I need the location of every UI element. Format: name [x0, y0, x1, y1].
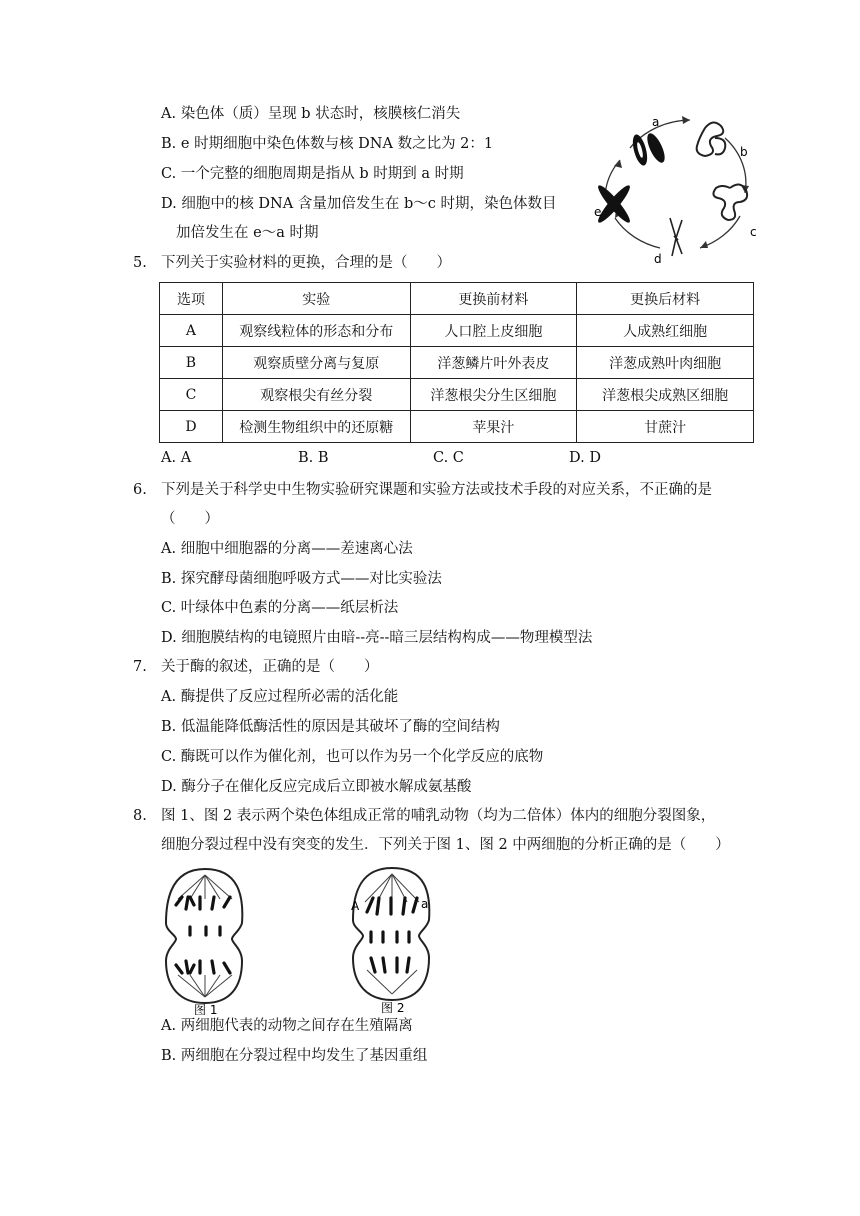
- q6-option-b: B. 探究酵母菌细胞呼吸方式——对比实验法: [161, 571, 442, 587]
- q7-option-a: A. 酶提供了反应过程所必需的活化能: [161, 689, 399, 705]
- q7-option-d: D. 酶分子在催化反应完成后立即被水解成氨基酸: [161, 779, 472, 795]
- figure-label-b: b: [740, 145, 748, 159]
- cell-division-figure-1: [160, 865, 250, 1015]
- table-row: [160, 347, 754, 379]
- table-cell: D: [160, 411, 223, 443]
- q5-text: 下列关于实验材料的更换，合理的是（ ）: [161, 255, 451, 271]
- q7-text: 关于酶的叙述，正确的是（ ）: [161, 659, 379, 675]
- chromosome-a-icon: [630, 131, 668, 167]
- table-cell: 苹果汁: [410, 411, 577, 443]
- q6-number: 6.: [133, 482, 147, 498]
- cell-division-figure-2: [347, 862, 437, 1014]
- table-cell: 洋葱成熟叶肉细胞: [577, 347, 754, 379]
- q7-number: 7.: [133, 659, 147, 675]
- q6-option-d: D. 细胞膜结构的电镜照片由暗--亮--暗三层结构构成——物理模型法: [161, 630, 593, 646]
- table-row: [160, 411, 754, 443]
- q4-option-c: C. 一个完整的细胞周期是指从 b 时期到 a 时期: [161, 166, 464, 182]
- q8-option-b: B. 两细胞在分裂过程中均发生了基因重组: [161, 1048, 428, 1064]
- fig2-label: 图 2: [381, 1001, 405, 1014]
- figure-label-d: d: [654, 252, 662, 266]
- table-cell: 洋葱根尖成熟区细胞: [577, 379, 754, 411]
- q5-answers: [161, 450, 761, 470]
- chromosome-e-icon: [595, 182, 634, 225]
- table-cell: 人成熟红细胞: [577, 315, 754, 347]
- q4-option-a: A. 染色体（质）呈现 b 状态时，核膜核仁消失: [161, 106, 461, 122]
- table-cell: 洋葱根尖分生区细胞: [410, 379, 577, 411]
- q8-text: 图 1、图 2 表示两个染色体组成正常的哺乳动物（均为二倍体）体内的细胞分裂图象，: [161, 808, 716, 824]
- q5-number: 5.: [133, 255, 147, 271]
- figure-label-e: e: [594, 205, 602, 219]
- q6-option-c: C. 叶绿体中色素的分离——纸层析法: [161, 600, 399, 616]
- table-cell: 甘蔗汁: [577, 411, 754, 443]
- fig1-label: 图 1: [194, 1003, 218, 1015]
- q4-option-d-cont: 加倍发生在 e～a 时期: [176, 225, 319, 241]
- q5-answer-c: C. C: [433, 450, 464, 466]
- table-cell: 观察线粒体的形态和分布: [222, 315, 410, 347]
- fig2-gene-mark-a: a: [421, 897, 429, 911]
- table-header-cell: 实验: [222, 283, 410, 315]
- q6-text-cont: （ ）: [161, 511, 219, 527]
- fig2-gene-mark-A: A: [351, 899, 360, 913]
- q4-option-d: D. 细胞中的核 DNA 含量加倍发生在 b～c 时期，染色体数目: [161, 196, 557, 212]
- q8-text-cont: 细胞分裂过程中没有突变的发生．下列关于图 1、图 2 中两细胞的分析正确的是（ ）: [161, 837, 730, 853]
- table-header-cell: 更换前材料: [410, 283, 577, 315]
- table-cell: C: [160, 379, 223, 411]
- table-cell: 观察质壁分离与复原: [222, 347, 410, 379]
- q6-option-a: A. 细胞中细胞器的分离——差速离心法: [161, 541, 413, 557]
- table-cell: A: [160, 315, 223, 347]
- figure-label-c: c: [750, 225, 757, 239]
- q5-answer-a: A. A: [161, 450, 192, 466]
- table-header-row: [160, 283, 754, 315]
- table-header-cell: 选项: [160, 283, 223, 315]
- q5-answer-d: D. D: [569, 450, 601, 466]
- q4-option-b: B. e 时期细胞中染色体数与核 DNA 数之比为 2：1: [161, 136, 494, 152]
- table-cell: 洋葱鳞片叶外表皮: [410, 347, 577, 379]
- table-header-cell: 更换后材料: [577, 283, 754, 315]
- q8-option-a: A. 两细胞代表的动物之间存在生殖隔离: [161, 1018, 413, 1034]
- q8-number: 8.: [133, 808, 147, 824]
- q5-table: [159, 282, 754, 443]
- q6-text: 下列是关于科学史中生物实验研究课题和实验方法或技术手段的对应关系，不正确的是: [161, 482, 712, 498]
- table-cell: 人口腔上皮细胞: [410, 315, 577, 347]
- figure-label-a: a: [652, 115, 660, 129]
- table-cell: 观察根尖有丝分裂: [222, 379, 410, 411]
- cell-cycle-figure: [590, 108, 780, 268]
- q7-option-b: B. 低温能降低酶活性的原因是其破坏了酶的空间结构: [161, 719, 500, 735]
- q7-option-c: C. 酶既可以作为催化剂，也可以作为另一个化学反应的底物: [161, 749, 544, 765]
- table-row: [160, 315, 754, 347]
- table-row: [160, 379, 754, 411]
- table-cell: B: [160, 347, 223, 379]
- table-cell: 检测生物组织中的还原糖: [222, 411, 410, 443]
- q5-answer-b: B. B: [298, 450, 329, 466]
